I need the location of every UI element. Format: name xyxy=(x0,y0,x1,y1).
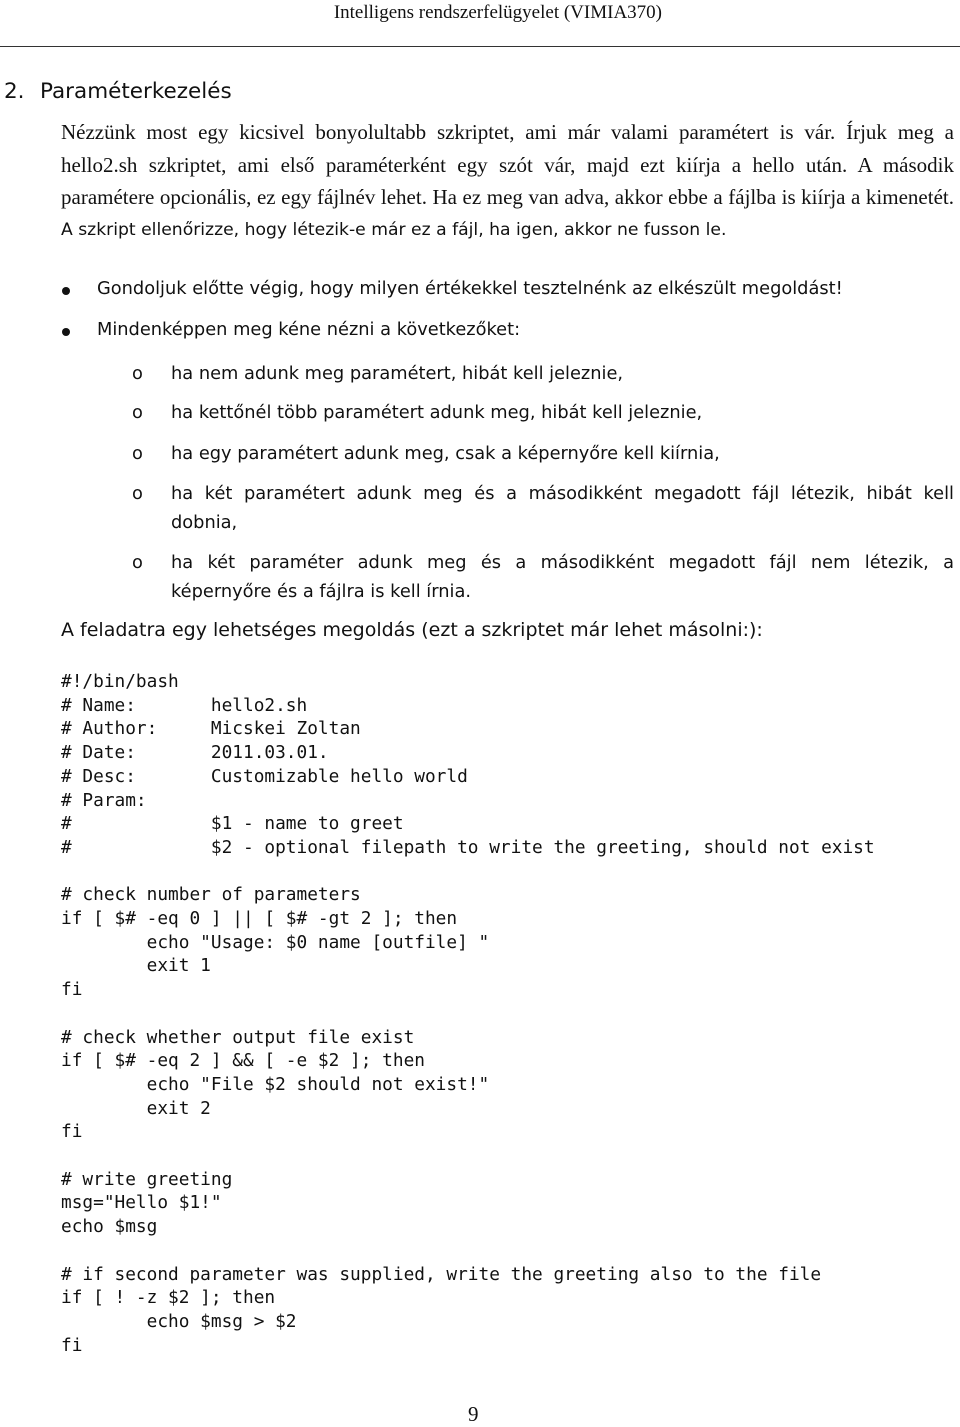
sub-text: ha nem adunk meg paramétert, hibát kell jeleznie, xyxy=(171,363,624,384)
bullet-dot-icon xyxy=(62,287,70,295)
intro-paragraph xyxy=(61,117,954,245)
sub-text: ha egy paramétert adunk meg, csak a képernyőre kell kiírnia, xyxy=(171,443,720,464)
sub-text: ha kettőnél több paramétert adunk meg, hibát kell jeleznie, xyxy=(171,402,703,423)
bullet-text: Gondoljuk előtte végig, hogy milyen értékekkel tesztelnénk az elkészült megoldást! xyxy=(97,278,843,299)
solution-intro: A feladatra egy lehetséges megoldás (ezt a szkriptet már lehet másolni:): xyxy=(61,619,763,641)
intro-text-2: A szkript ellenőrizze, hogy létezik-e már ez a fájl, ha igen, akkor ne fusson le. xyxy=(61,219,727,240)
sub-marker: o xyxy=(132,402,143,423)
sub-marker: o xyxy=(132,443,143,464)
code-block: #!/bin/bash # Name: hello2.sh # Author: Micskei Zoltan # Date: 2011.03.01. # Desc: Customizable hello world # Param: # $1 - name to greet # $2 - optional filepath to write the greeting, should not exist # check number of parameters if [ $# -eq 0 ] || [ $# -gt 2 ]; then echo "Usage: $0 name [outfile] " exit 1 fi # check whether output file exist if [ $# -eq 2 ] && [ -e $2 ]; then echo "File $2 should not exist!" exit 2 fi # write greeting msg="Hello $1!" echo $msg # if second parameter was supplied, write the greeting also to the file if [ ! -z $2 ]; then echo $msg > $2 fi xyxy=(61,671,875,1356)
section-title: Paraméterkezelés xyxy=(40,79,232,104)
bullet-text: Mindenképpen meg kéne nézni a következőket: xyxy=(97,319,521,340)
running-header xyxy=(0,0,960,47)
sub-marker: o xyxy=(132,363,143,384)
intro-text-1: Nézzünk most egy kicsivel bonyolultabb szkriptet, ami már valami paramétert is vár. Írjuk meg a hello2.sh szkriptet, ami első paraméterként egy szót vár, majd ezt kiírja a hello után. A második paramétere opcionális, ez egy fájlnév lehet. Ha ez meg van adva, akkor ebbe a fájlba is kiírja a kimenetét. xyxy=(61,120,954,209)
document-title: Intelligens rendszerfelügyelet (VIMIA370) xyxy=(333,2,662,23)
page-number: 9 xyxy=(468,1402,479,1426)
sub-marker: o xyxy=(132,483,143,504)
bullet-dot-icon xyxy=(62,328,70,336)
section-number: 2. xyxy=(4,79,25,104)
sub-marker: o xyxy=(132,552,143,573)
sub-text: ha két paramétert adunk meg és a másodikként megadott fájl létezik, hibát kell dobnia, xyxy=(171,483,954,533)
sub-text: ha két paraméter adunk meg és a másodikként megadott fájl nem létezik, a képernyőre és a fájlra is kell írnia. xyxy=(171,552,954,602)
